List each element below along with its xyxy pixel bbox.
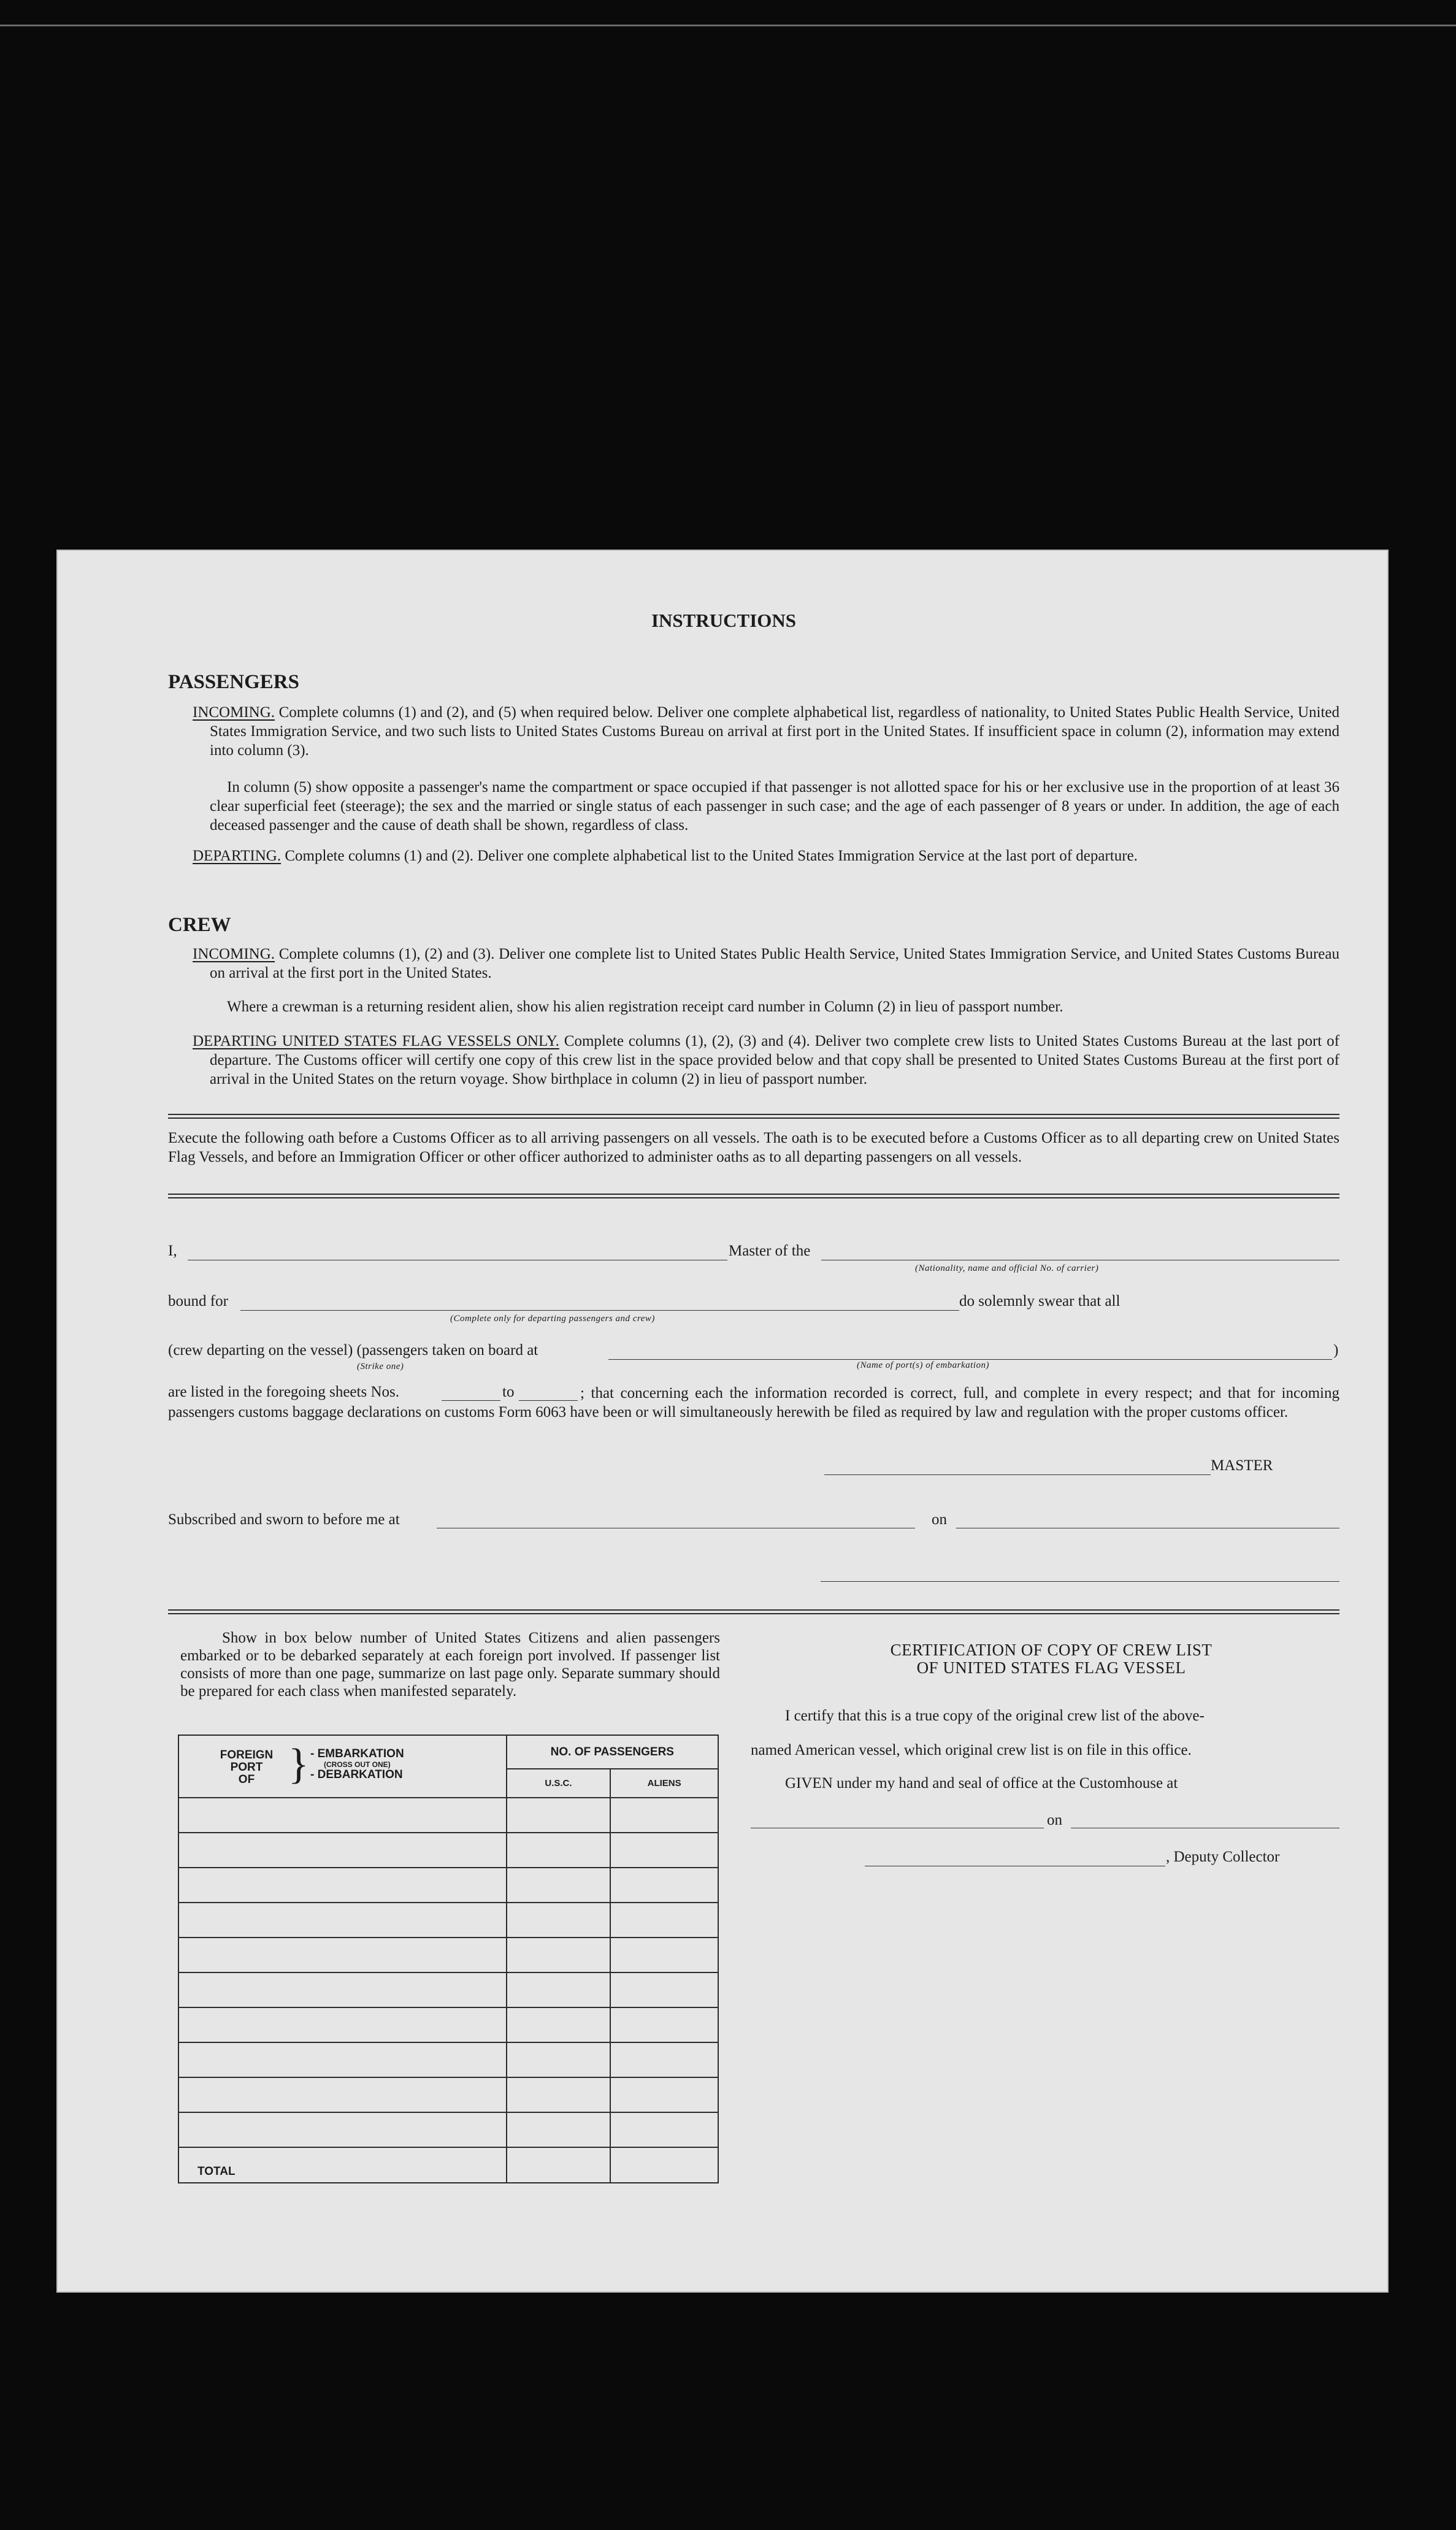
crew-incoming-paragraph — [193, 945, 1339, 983]
debarkation-label: - DEBARKATION — [310, 1768, 403, 1781]
subscribed-on-label: on — [932, 1511, 947, 1528]
top-edge-line — [0, 25, 1456, 26]
oath-i-label: I, — [168, 1243, 177, 1259]
total-row — [178, 2147, 718, 2183]
section-divider — [168, 1194, 1339, 1198]
usc-cell[interactable] — [507, 2077, 611, 2112]
certify-line2: named American vessel, which original crew list is on file in this office. — [751, 1742, 1192, 1758]
crew-heading: CREW — [168, 914, 231, 936]
master-of-label: Master of the — [729, 1243, 811, 1259]
port-cell[interactable] — [178, 1798, 507, 1833]
passengers-incoming-paragraph — [193, 703, 1339, 760]
crew-resident-paragraph: Where a crewman is a returning resident alien, show his alien registration receipt card number in Column (2) in lieu of passport number. — [227, 999, 1063, 1015]
aliens-total-cell[interactable] — [610, 2147, 718, 2183]
bound-for-caption: (Complete only for departing passengers and crew) — [450, 1314, 655, 1324]
port-cell[interactable] — [178, 1903, 507, 1938]
table-row — [178, 1903, 718, 1938]
usc-cell[interactable] — [507, 2042, 611, 2077]
carrier-caption: (Nationality, name and official No. of carrier) — [915, 1263, 1099, 1273]
usc-cell[interactable] — [507, 1938, 611, 1972]
aliens-cell[interactable] — [610, 1868, 718, 1903]
port-cell[interactable] — [178, 1938, 507, 1972]
summary-instruction: Show in box below number of United States Citizens and alien passengers embarked or to be debarked separately at each foreign port involved. If passenger list consists of more than one page, summarize on last page only. Separate summary should be prepared for each class when manifested separately. — [180, 1630, 720, 1700]
usc-cell[interactable] — [507, 1972, 611, 2007]
deputy-collector-label: , Deputy Collector — [1166, 1849, 1280, 1865]
port-caption: (Name of port(s) of embarkation) — [857, 1360, 989, 1370]
aliens-cell[interactable] — [610, 2077, 718, 2112]
usc-cell[interactable] — [507, 2007, 611, 2042]
table-row — [178, 1833, 718, 1868]
aliens-cell[interactable] — [610, 1938, 718, 1972]
port-cell[interactable] — [178, 2007, 507, 2042]
table-row — [178, 2042, 718, 2077]
table-row — [178, 1938, 718, 1972]
table-row — [178, 1798, 718, 1833]
port-cell[interactable] — [178, 2112, 507, 2147]
table-row — [178, 2077, 718, 2112]
aliens-cell[interactable] — [610, 2112, 718, 2147]
usc-cell[interactable] — [507, 1903, 611, 1938]
port-header-cell — [178, 1735, 507, 1798]
strike-one-caption: (Strike one) — [357, 1362, 404, 1371]
aliens-cell[interactable] — [610, 1833, 718, 1868]
form-page — [56, 550, 1389, 2293]
passengers-incoming-label: INCOMING. — [193, 704, 275, 721]
section-divider — [168, 1114, 1339, 1119]
aliens-cell[interactable] — [610, 1903, 718, 1938]
aliens-cell[interactable] — [610, 1972, 718, 2007]
port-cell[interactable] — [178, 1972, 507, 2007]
crew-departing-text: Complete columns (1), (2), (3) and (4). Deliver two complete crew lists to United States Customs Bureau at the last port of departure. The Customs officer will certify one copy of this crew list in the space provided below and that copy shall be presented to United States Customs Bureau at the first port of arrival in the United States on the return voyage. Show birthplace in column (2) in lieu of passport number. — [210, 1033, 1339, 1087]
table-row — [178, 1972, 718, 2007]
certification-heading-line2: OF UNITED STATES FLAG VESSEL — [916, 1658, 1186, 1677]
aliens-cell[interactable] — [610, 2007, 718, 2042]
foreign-label: FOREIGN — [220, 1749, 274, 1761]
certification-heading — [763, 1641, 1339, 1677]
usc-cell[interactable] — [507, 2112, 611, 2147]
crew-departing-paragraph — [193, 1032, 1339, 1089]
passenger-summary-table — [178, 1735, 719, 2183]
passengers-departing-paragraph — [193, 846, 1339, 865]
usc-total-cell[interactable] — [507, 2147, 611, 2183]
bound-for-label: bound for — [168, 1293, 228, 1309]
master-signature-field[interactable] — [824, 1474, 1211, 1475]
page-title: INSTRUCTIONS — [651, 610, 796, 631]
bound-for-field[interactable] — [240, 1310, 959, 1311]
listed-rest: ; that concerning each the information recorded is correct, full, and complete in every respect; and that for incoming passengers customs baggage declarations on customs Form 6063 have been or will simultaneously herewith be filed as required by law and regulation with the proper customs officer. — [168, 1385, 1339, 1420]
close-paren: ) — [1333, 1342, 1339, 1359]
passengers-departing-text: Complete columns (1) and (2). Deliver one complete alphabetical list to the United States Immigration Service at the last port of departure. — [285, 848, 1138, 864]
table-row — [178, 2007, 718, 2042]
officer-signature-field[interactable] — [821, 1581, 1339, 1582]
usc-header: U.S.C. — [507, 1769, 611, 1798]
to-label: to — [502, 1384, 515, 1400]
aliens-cell[interactable] — [610, 1798, 718, 1833]
port-label: PORT — [230, 1761, 263, 1774]
passengers-heading: PASSENGERS — [168, 671, 299, 693]
no-of-passengers-header: NO. OF PASSENGERS — [507, 1735, 718, 1769]
port-cell[interactable] — [178, 2042, 507, 2077]
crew-incoming-text: Complete columns (1), (2) and (3). Deliver one complete list to United States Public Health Service, United States Immigration Service, and United States Customs Bureau on arrival at the first port in the United States. — [210, 946, 1339, 981]
aliens-header: ALIENS — [610, 1769, 718, 1798]
embarkation-label: - EMBARKATION — [310, 1747, 404, 1760]
section-divider — [168, 1609, 1339, 1614]
oath-instruction: Execute the following oath before a Customs Officer as to all arriving passengers on all vessels. The oath is to be executed before a Customs Officer as to all departing crew on United States Flag Vessels, and before an Immigration Officer or other officer authorized to administer oaths as to all departing passengers on all vessels. — [168, 1130, 1339, 1165]
table-row — [178, 1868, 718, 1903]
listed-prefix: are listed in the foregoing sheets Nos. — [168, 1384, 399, 1400]
certification-on-label: on — [1047, 1812, 1062, 1828]
passengers-departing-label: DEPARTING. — [193, 848, 282, 864]
crew-incoming-label: INCOMING. — [193, 946, 275, 962]
cross-out-label: (CROSS OUT ONE) — [324, 1760, 391, 1769]
certify-line1: I certify that this is a true copy of the original crew list of the above- — [785, 1708, 1205, 1724]
usc-cell[interactable] — [507, 1798, 611, 1833]
crew-passengers-label: (crew departing on the vessel) (passengers taken on board at — [168, 1342, 538, 1359]
table-row — [178, 2112, 718, 2147]
brace-icon: } — [288, 1741, 309, 1788]
master-label: MASTER — [1211, 1457, 1273, 1474]
swear-label: do solemnly swear that all — [959, 1293, 1121, 1309]
port-cell[interactable] — [178, 1833, 507, 1868]
of-label: OF — [238, 1773, 255, 1786]
crew-departing-label: DEPARTING UNITED STATES FLAG VESSELS ONLY. — [193, 1033, 559, 1049]
usc-cell[interactable] — [507, 1833, 611, 1868]
port-cell[interactable] — [178, 1868, 507, 1903]
port-cell[interactable] — [178, 2077, 507, 2112]
passengers-column5-paragraph: In column (5) show opposite a passenger's name the compartment or space occupied if that passenger is not allotted space for his or her exclusive use in the proportion of at least 36 clear superficial feet (steerage); the sex and the married or single status of each passenger in such case; and the age of each passenger of 8 years or under. In addition, the age of each deceased passenger and the cause of death shall be shown, regardless of class. — [210, 779, 1339, 834]
subscribed-label: Subscribed and sworn to before me at — [168, 1511, 400, 1528]
embarkation-port-field[interactable] — [608, 1359, 1332, 1360]
usc-cell[interactable] — [507, 1868, 611, 1903]
given-text: GIVEN under my hand and seal of office at the Customhouse at — [785, 1775, 1178, 1792]
certification-heading-line1: CERTIFICATION OF COPY OF CREW LIST — [890, 1641, 1213, 1659]
aliens-cell[interactable] — [610, 2042, 718, 2077]
total-label: TOTAL — [178, 2147, 507, 2183]
passengers-incoming-text: Complete columns (1) and (2), and (5) when required below. Deliver one complete alphabetical list, regardless of nationality, to United States Public Health Service, United States Immigration Service, and two such lists to United States Customs Bureau on arrival at first port in the United States. If insufficient space in column (2), information may extend into column (3). — [210, 704, 1339, 759]
